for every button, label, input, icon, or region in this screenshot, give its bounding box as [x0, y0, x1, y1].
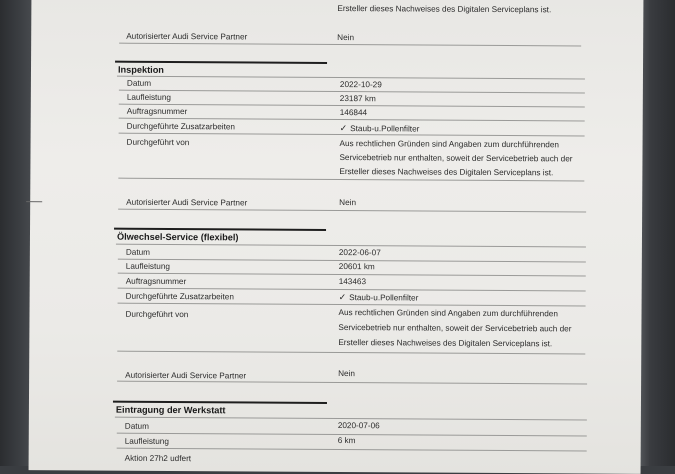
- checkmark-icon: ✓: [338, 292, 347, 303]
- durchgefuehrt-line-2: Servicebetrieb nur enthalten, soweit der Servicebetrieb auch der: [339, 153, 573, 164]
- row-divider: [118, 178, 584, 182]
- partner-label: Autorisierter Audi Service Partner: [126, 197, 248, 208]
- datum-label: Datum: [125, 247, 151, 257]
- partner-value: Nein: [338, 369, 356, 379]
- laufleistung-value: 6 km: [337, 436, 356, 446]
- datum-value: 2020-07-06: [337, 421, 380, 431]
- laufleistung-value: 20601 km: [338, 262, 375, 272]
- durchgefuehrt-line-1: Aus rechtlichen Gründen sind Angaben zum durchführenden: [339, 139, 559, 150]
- service-document-page: [29, 0, 644, 474]
- datum-label: Datum: [124, 421, 149, 431]
- durchgefuehrt-label: Durchgeführt von: [126, 137, 190, 148]
- zusatzarbeiten-label: Durchgeführte Zusatzarbeiten: [126, 121, 236, 132]
- background-right-edge: [639, 0, 675, 466]
- auftragsnummer-value: 146844: [339, 108, 368, 118]
- row-divider: [118, 303, 586, 307]
- intro-tail-text: Ersteller dieses Nachweises des Digitalen Serviceplans ist.: [337, 4, 552, 15]
- laufleistung-label: Laufleistung: [124, 436, 169, 446]
- datum-value: 2022-10-29: [339, 80, 382, 90]
- zusatzarbeiten-value: [339, 292, 419, 303]
- row-divider: [119, 43, 581, 47]
- row-divider: [118, 209, 586, 213]
- laufleistung-value: 23187 km: [339, 94, 376, 104]
- durchgefuehrt-line-3: Ersteller dieses Nachweises des Digitalen Serviceplans ist.: [339, 167, 554, 178]
- checkmark-icon: ✓: [339, 123, 348, 134]
- row-divider: [119, 133, 585, 137]
- section-title-inspektion: Inspektion: [117, 64, 164, 75]
- partner-value-top: Nein: [337, 33, 355, 43]
- aktion-label: Aktion 27h2 udfert: [124, 453, 192, 464]
- auftragsnummer-value: 143463: [338, 277, 367, 287]
- section-rule: [113, 401, 327, 404]
- section-rule: [114, 228, 326, 231]
- partner-label-top: Autorisierter Audi Service Partner: [126, 31, 248, 42]
- zusatzarbeiten-text: Staub-u.Pollenfilter: [349, 293, 419, 303]
- row-divider: [119, 90, 585, 94]
- section-title-werkstatt: Eintragung der Werkstatt: [115, 404, 226, 416]
- row-divider: [117, 448, 587, 452]
- row-divider: [115, 417, 587, 421]
- row-divider: [117, 351, 585, 355]
- laufleistung-label: Laufleistung: [126, 92, 172, 102]
- datum-label: Datum: [126, 78, 152, 88]
- durchgefuehrt-line-2: Servicebetrieb nur enthalten, soweit der Servicebetrieb auch der: [338, 323, 572, 334]
- row-divider: [118, 273, 586, 277]
- durchgefuehrt-line-3: Ersteller dieses Nachweises des Digitalen Serviceplans ist.: [338, 338, 553, 349]
- partner-label: Autorisierter Audi Service Partner: [125, 370, 247, 381]
- row-divider: [116, 244, 586, 248]
- laufleistung-label: Laufleistung: [125, 261, 170, 271]
- auftragsnummer-label: Auftragsnummer: [125, 276, 187, 287]
- section-title-oelwechsel: Ölwechsel-Service (flexibel): [116, 231, 239, 243]
- section-rule: [115, 61, 327, 64]
- zusatzarbeiten-value: [340, 123, 420, 134]
- datum-value: 2022-06-07: [338, 248, 381, 258]
- background-left-edge: [0, 0, 32, 466]
- zusatzarbeiten-text: Staub-u.Pollenfilter: [350, 124, 420, 134]
- row-divider: [117, 381, 587, 385]
- partner-value: Nein: [339, 198, 357, 208]
- auftragsnummer-label: Auftragsnummer: [126, 106, 188, 117]
- margin-mark: [26, 201, 42, 202]
- zusatzarbeiten-label: Durchgeführte Zusatzarbeiten: [125, 291, 234, 302]
- durchgefuehrt-line-1: Aus rechtlichen Gründen sind Angaben zum durchführenden: [338, 308, 558, 319]
- row-divider: [117, 76, 585, 80]
- row-divider: [119, 118, 585, 122]
- durchgefuehrt-label: Durchgeführt von: [125, 309, 189, 320]
- row-divider: [118, 288, 586, 292]
- row-divider: [119, 104, 585, 108]
